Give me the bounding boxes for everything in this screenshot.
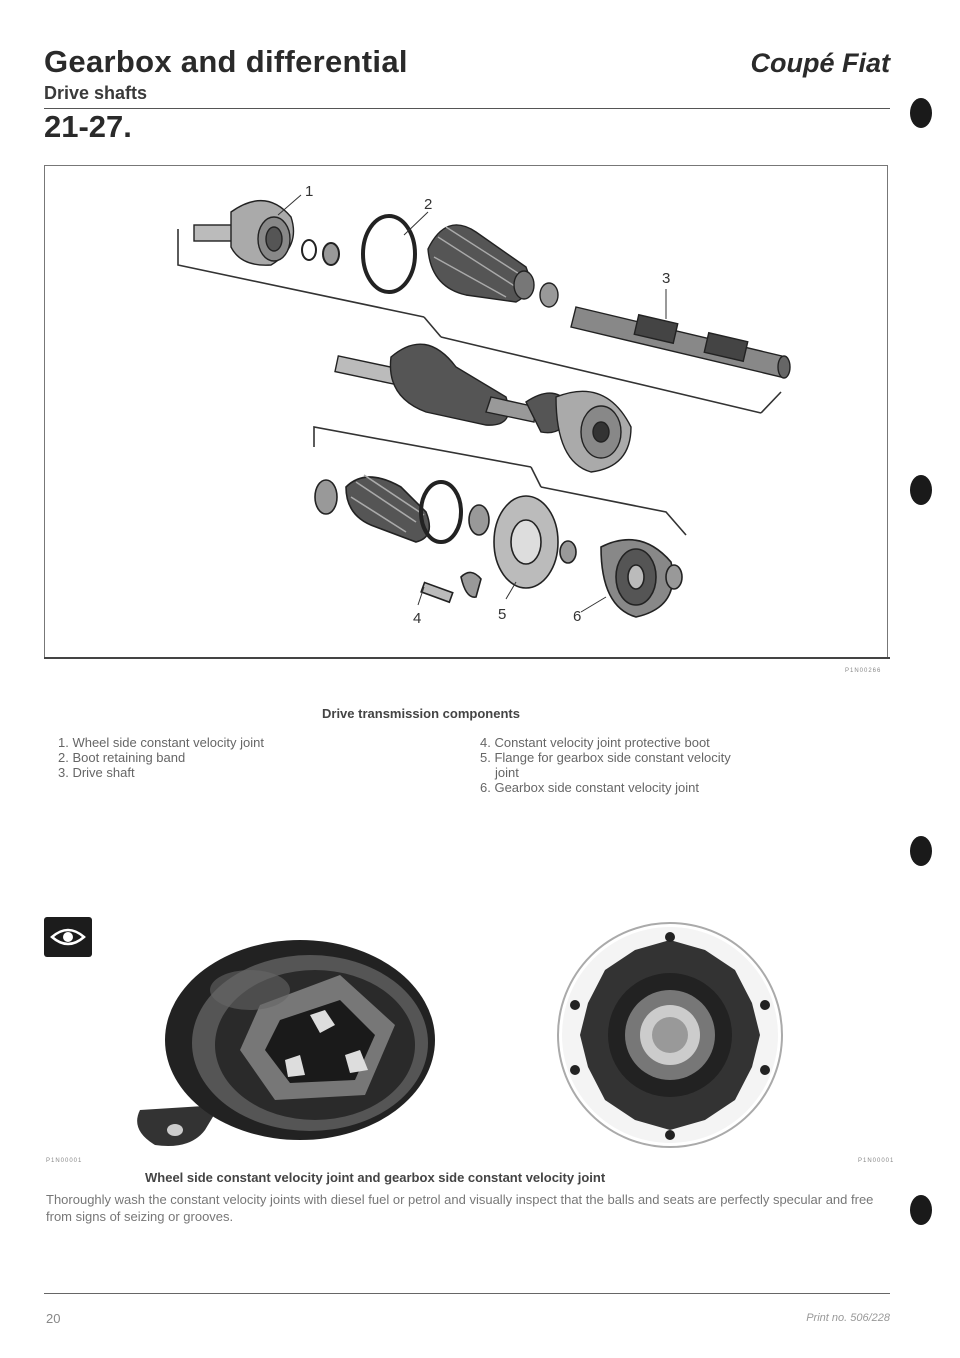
callout-number: 2	[424, 196, 433, 213]
legend-item: 2. Boot retaining band	[58, 750, 186, 765]
binder-hole-dot	[910, 836, 932, 866]
legend-item: 4. Constant velocity joint protective boot	[480, 735, 710, 750]
legend-item: joint	[495, 765, 519, 780]
legend-right	[480, 735, 880, 795]
legend-item: 6. Gearbox side constant velocity joint	[480, 780, 699, 795]
photo-code-left: P1N00001	[46, 1158, 83, 1164]
drive-shaft-exploded-illustration	[46, 167, 886, 655]
callout-number: 1	[305, 183, 314, 200]
photo-code-right: P1N00001	[858, 1158, 895, 1164]
brand-name: Coupé Fiat	[750, 48, 890, 78]
binder-hole-dot	[910, 1195, 932, 1225]
body-paragraph: Thoroughly wash the constant velocity joints with diesel fuel or petrol and visually inspect that the balls and seats are perfectly specular and free from signs of seizing or grooves.	[46, 1192, 874, 1224]
figure-code: P1N00266	[845, 668, 882, 674]
binder-hole-dot	[910, 98, 932, 128]
callout-number: 4	[413, 610, 422, 627]
page-number: 20	[46, 1311, 61, 1326]
callout-number: 3	[662, 270, 671, 287]
page-title: Gearbox and differential	[44, 44, 408, 79]
photo-caption: Wheel side constant velocity joint and gearbox side constant velocity joint	[145, 1170, 606, 1185]
figure-bottom-rule	[44, 657, 890, 659]
gearbox-side-cv-joint-photo	[540, 915, 800, 1160]
callout-number: 5	[498, 606, 507, 623]
callout-number: 6	[573, 608, 582, 625]
section-number: 21-27.	[44, 109, 132, 144]
wheel-side-cv-joint-photo	[110, 935, 450, 1160]
page-subtitle: Drive shafts	[44, 83, 148, 103]
print-number: Print no. 506/228	[806, 1312, 890, 1324]
legend-item: 3. Drive shaft	[58, 765, 135, 780]
legend-item: 5. Flange for gearbox side constant velocity	[480, 750, 731, 765]
inspect-eye-icon	[44, 917, 92, 957]
footer-rule	[44, 1293, 890, 1294]
legend-left	[58, 735, 438, 780]
figure-caption: Drive transmission components	[322, 706, 520, 721]
binder-hole-dot	[910, 475, 932, 505]
header-rule	[44, 108, 890, 109]
legend-item: 1. Wheel side constant velocity joint	[58, 735, 264, 750]
